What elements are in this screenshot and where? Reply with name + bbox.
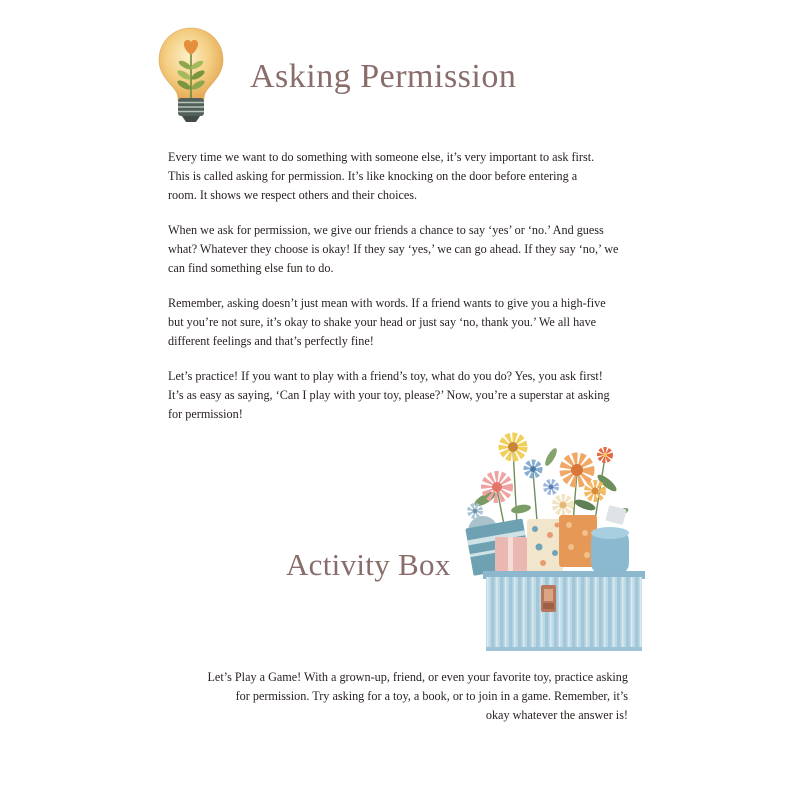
paragraph bbox=[168, 148, 618, 205]
leaf bbox=[543, 447, 559, 468]
bulb-tip bbox=[182, 116, 200, 122]
text-line: Let’s Play a Game! With a grown-up, friend, or even your favorite toy, practice asking bbox=[207, 670, 628, 684]
blue-flower bbox=[527, 463, 539, 475]
text-line: room. It shows we respect others and their choices. bbox=[168, 188, 418, 202]
text-line: different feelings and that’s perfectly fine! bbox=[168, 334, 374, 348]
text-line: but you’re not sure, it’s okay to shake your head or just say ‘no, thank you.’ We all have bbox=[168, 315, 597, 329]
paragraph bbox=[168, 367, 618, 424]
blue-flower bbox=[546, 482, 556, 492]
text-line: Let’s practice! If you want to play with a friend’s toy, what do you do? Yes, you ask first! bbox=[168, 369, 603, 383]
text-line: This is called asking for permission. It’s like knocking on the door before entering a bbox=[168, 169, 578, 183]
text-line: Remember, asking doesn’t just mean with words. If a friend wants to give you a high-five bbox=[168, 296, 606, 310]
text-line: for permission! bbox=[168, 407, 243, 421]
activity-heading: Activity Box bbox=[286, 547, 451, 582]
leaf bbox=[573, 497, 596, 512]
storage-box bbox=[483, 571, 645, 651]
paragraph bbox=[168, 221, 618, 278]
orange-flower bbox=[588, 484, 602, 498]
page-title: Asking Permission bbox=[250, 58, 517, 95]
body-text bbox=[168, 148, 618, 440]
text-line: what? Whatever they choose is okay! If they say ‘yes,’ we can go ahead. If they say ‘no,’ we bbox=[168, 242, 619, 256]
cream-flower bbox=[556, 498, 570, 512]
text-line: for permission. Try asking for a toy, a book, or to join in a game. Remember, it’s bbox=[235, 689, 628, 703]
gift-card bbox=[605, 505, 627, 525]
text-line: okay whatever the answer is! bbox=[485, 708, 628, 722]
text-line: Every time we want to do something with someone else, it’s very important to ask first. bbox=[168, 150, 595, 164]
activity-text bbox=[207, 668, 628, 725]
gift-box bbox=[591, 527, 629, 575]
text-line: can find something else fun to do. bbox=[168, 261, 334, 275]
leaf bbox=[510, 503, 531, 514]
text-line: It’s as easy as saying, ‘Can I play with your toy, please?’ Now, you’re a superstar at asking bbox=[168, 388, 610, 402]
box-latch bbox=[541, 585, 556, 612]
text-line: When we ask for permission, we give our friends a chance to say ‘yes’ or ‘no.’ And guess bbox=[168, 223, 604, 237]
activity-box-illustration bbox=[455, 425, 660, 665]
blue-flower bbox=[470, 506, 480, 516]
lightbulb-plant-icon bbox=[155, 24, 227, 124]
paragraph bbox=[168, 294, 618, 351]
gift-box bbox=[527, 519, 563, 573]
red-flower bbox=[600, 450, 610, 460]
